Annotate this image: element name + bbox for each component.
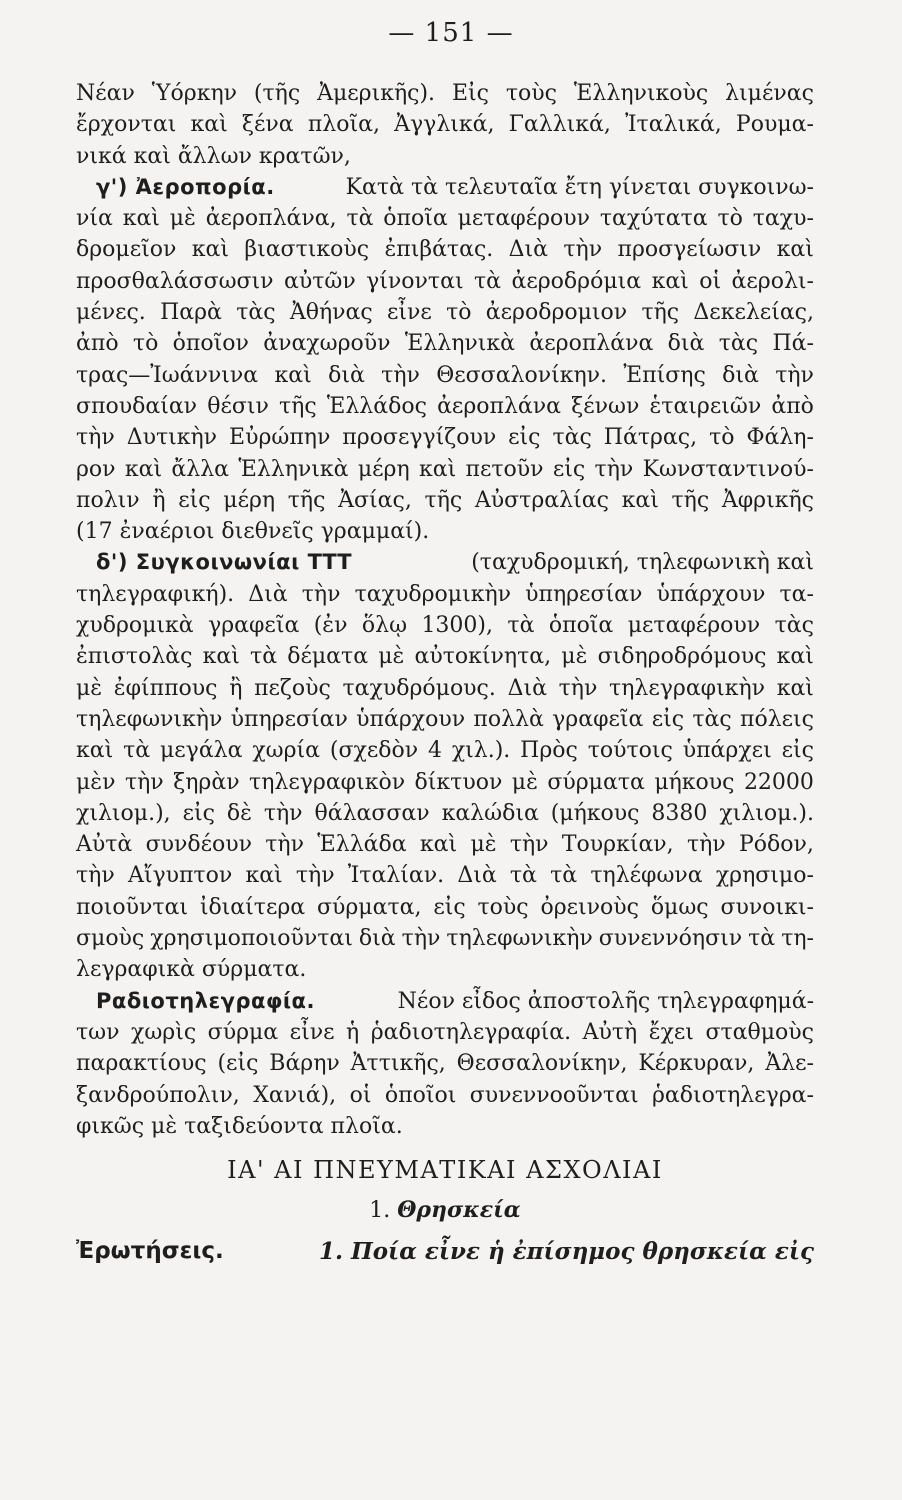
word: τὸ <box>717 206 743 232</box>
word: Θεσσαλονίκην, <box>456 1051 628 1077</box>
word: πλοῖα, <box>307 112 380 138</box>
word: καὶ <box>76 738 114 764</box>
word: τὰ <box>346 206 374 232</box>
word: καὶ <box>776 644 814 670</box>
questions-line <box>76 1236 814 1267</box>
word: (ἐν <box>313 613 348 639</box>
word: τὰς <box>236 300 276 326</box>
word: ἔχει <box>648 1019 694 1045</box>
section-heading-aeroporia: γ') Ἀεροπορία. <box>96 174 275 199</box>
word: Παρὰ <box>160 300 222 326</box>
word: καὶ <box>776 237 814 263</box>
text-line <box>76 610 814 641</box>
word: χιλ.). <box>451 738 511 764</box>
word: Διὰ <box>248 581 288 607</box>
word: Κωνσταντινού- <box>642 456 814 482</box>
word: διὰ <box>328 362 365 388</box>
word: (εἰς <box>217 1051 259 1077</box>
word: Ἀσίας, <box>338 487 412 513</box>
word: Ἑλληνικοὺς <box>573 81 709 106</box>
word: καὶ <box>122 206 160 232</box>
word: Βάρην <box>269 1051 340 1077</box>
word: Αὐτὰ <box>76 832 133 858</box>
word: ὑπάρχουν <box>356 706 466 732</box>
word: ὁποῖα <box>383 206 448 232</box>
text-span: Νέον εἶδος ἀποστολῆς τηλεγραφημά- <box>397 988 814 1014</box>
word: τὴν <box>401 926 441 952</box>
word: Ἑλληνικὰ <box>238 456 349 482</box>
word: Ὑόρκην <box>151 81 237 106</box>
word: Ἑλλάδος <box>326 393 427 419</box>
word: ρον <box>76 456 116 482</box>
word: μέρη <box>357 456 410 482</box>
word: ἀερολι- <box>731 268 814 294</box>
word: πολιν <box>76 487 140 513</box>
word: τα- <box>779 581 814 607</box>
word: σπουδαίαν <box>76 393 198 419</box>
word: Νέαν <box>76 81 135 106</box>
word: χρησιμοποιοῦνται <box>150 926 353 952</box>
question-text: 1. Ποία εἶνε ἡ ἐπίσημος θρησκεία εἰς <box>318 1238 814 1266</box>
word: δὲ <box>226 800 252 826</box>
word: ἀεροπλάνα, <box>205 206 337 232</box>
word: τὰ <box>123 738 151 764</box>
word: μένες. <box>76 300 146 326</box>
word: Κέρκυραν, <box>638 1051 755 1077</box>
word: χυδρομικὰ <box>76 613 194 639</box>
word: τῆς <box>641 300 680 326</box>
word: σύρμα <box>207 1019 279 1045</box>
text-span: Κατὰ τὰ τελευταῖα ἔτη γίνεται συγκοινω- <box>345 174 814 200</box>
word: ὁποῖον <box>172 331 249 357</box>
word: Πρὸς <box>520 738 578 764</box>
word: ἐπιβάτας. <box>384 237 494 263</box>
word: Πάτρας, <box>603 425 698 451</box>
word: τὰς <box>692 706 732 732</box>
word: χιλιομ.), <box>76 800 171 826</box>
word: εἶνε <box>386 300 432 326</box>
word: μὲν <box>76 769 116 795</box>
word: Διὰ <box>457 863 497 889</box>
word: αὐτῶν <box>284 268 356 294</box>
text-line <box>76 673 814 704</box>
word: ποιοῦνται <box>76 894 188 920</box>
word: ὀρεινοὺς <box>540 894 639 920</box>
word: τὰ <box>748 926 776 952</box>
word: Εἰς <box>451 81 489 106</box>
word: καὶ <box>191 237 229 263</box>
word: μὲ <box>378 644 405 670</box>
text-line: φικῶς μὲ ταξιδεύοντα πλοῖα. <box>76 1113 403 1139</box>
word: γραφεῖα <box>208 613 300 639</box>
word: συνεννοοῦνται <box>469 1082 639 1108</box>
word: τὰ <box>550 863 578 889</box>
word: ἢ <box>152 487 166 513</box>
word: ἀεροδρόμια <box>511 268 642 294</box>
word: τὰς <box>718 331 759 357</box>
word: εἰς <box>433 894 466 920</box>
chapter-title: ΙΑ' ΑΙ ΠΝΕΥΜΑΤΙΚΑΙ ΑΣΧΟΛΙΑΙ <box>227 1156 663 1185</box>
word: ξένα <box>241 112 294 138</box>
text-line <box>76 78 814 109</box>
word: συνοικι- <box>720 894 814 920</box>
word: χρησιμο- <box>715 863 814 889</box>
text-span: (ταχυδρομική, τηλεφωνικὴ καὶ <box>471 550 814 576</box>
word: Εὐρώπην <box>229 425 331 451</box>
word: Ἀλε- <box>765 1051 814 1077</box>
word: τὸ <box>132 331 159 357</box>
word: Ἀμερικῆς). <box>317 81 436 106</box>
text-line <box>76 422 814 453</box>
word: ἡ <box>345 1019 360 1045</box>
word: καὶ <box>651 268 689 294</box>
word: τούτοις <box>587 738 673 764</box>
word: τοὺς <box>477 894 529 920</box>
word: σμοὺς <box>76 926 145 952</box>
ttt-first-line <box>76 547 814 578</box>
radio-first-line <box>76 986 814 1017</box>
text-line <box>76 360 814 391</box>
word: καλώδια <box>441 800 539 826</box>
word: τὴν <box>301 581 341 607</box>
text-line <box>76 266 814 297</box>
word: καὶ <box>418 456 457 482</box>
word: τηλεγραφικὸν <box>249 769 406 795</box>
word: μὲ <box>470 832 497 858</box>
word: οἱ <box>349 1082 372 1108</box>
word: τηλεγραφικὴν <box>609 675 766 701</box>
word: (σχεδὸν <box>329 738 419 764</box>
word: Αἴγυπτον <box>127 863 233 889</box>
word: δέματα <box>287 644 369 670</box>
word: εἰς <box>508 425 541 451</box>
word: τῆς <box>424 487 463 513</box>
word: λιμένας <box>725 81 814 106</box>
word: μὲ <box>169 206 196 232</box>
word: ὑπάρχουν <box>656 581 766 607</box>
section-title <box>76 1190 814 1230</box>
word: χωρὶς <box>131 1019 197 1045</box>
word: πόλεις <box>740 706 814 732</box>
word: οἱ <box>699 268 722 294</box>
word: τῆς <box>287 487 326 513</box>
word: μεταφέρουν <box>457 206 591 232</box>
word: χωρία <box>252 738 321 764</box>
word: πολλὰ <box>473 706 544 732</box>
word: Ρόδον, <box>738 832 814 858</box>
word: Ρουμα- <box>735 112 814 138</box>
word: (τῆς <box>253 81 301 106</box>
word: διὰ <box>358 926 396 952</box>
word: ἐπιστολὰς <box>76 644 193 670</box>
word: τὸ <box>446 300 472 326</box>
word: ταχυ- <box>752 206 814 232</box>
word: μὲ <box>76 675 103 701</box>
word: Ἰταλίαν. <box>347 863 445 889</box>
word: εἶνε <box>289 1019 335 1045</box>
word: βιαστικοὺς <box>244 237 370 263</box>
word: γραφεῖα <box>552 706 644 732</box>
word: πεζοὺς <box>254 675 331 701</box>
word: Αὐστραλίας <box>474 487 609 513</box>
section-title-text: Θρησκεία <box>397 1197 521 1224</box>
word: συνδέουν <box>145 832 252 858</box>
word: τὴν <box>263 800 303 826</box>
word: Γαλλικά, <box>508 112 611 138</box>
word: Τουρκίαν, <box>561 832 674 858</box>
word: μήκους <box>654 769 735 795</box>
word: τηλεφωνικὴν <box>446 926 593 952</box>
word: τηλεγραφική). <box>76 581 235 607</box>
word: τὴν <box>265 832 304 858</box>
section-heading-radiotelegraphy: Ραδιοτηλεγραφία. <box>96 988 315 1013</box>
text-line <box>76 829 814 860</box>
word: Διὰ <box>507 675 547 701</box>
word: εἰς <box>651 706 685 732</box>
word: ὑπηρεσίαν <box>525 581 643 607</box>
word: εἰς <box>781 738 814 764</box>
word: Ἰταλικά, <box>625 112 722 138</box>
word: ἀεροπλάνα <box>529 331 654 357</box>
word: 8380 <box>651 800 708 826</box>
word: ὑπηρεσίαν <box>230 706 348 732</box>
word: προσεγγίζουν <box>342 425 497 451</box>
word: δρομεῖον <box>76 237 177 263</box>
word: ἀπὸ <box>771 393 814 419</box>
word: ἑταιρειῶν <box>649 393 762 419</box>
word: ὁποῖοι <box>384 1082 457 1108</box>
word: καὶ <box>419 832 458 858</box>
word: (μήκους <box>550 800 640 826</box>
word: δίκτυον <box>414 769 503 795</box>
word: τὸ <box>709 425 735 451</box>
page-number: — 151 — <box>388 18 514 48</box>
word: ὅλῳ <box>361 613 408 639</box>
word: καὶ <box>190 112 228 138</box>
word: μεγάλα <box>159 738 243 764</box>
word: ἰδιαίτερα <box>199 894 306 920</box>
word: θέσιν <box>207 393 269 419</box>
word: Δεκελείας, <box>693 300 814 326</box>
word: τὴν <box>594 456 634 482</box>
text-line: νικά καὶ ἄλλων κρατῶν, <box>76 143 351 169</box>
word: ἐφίππους <box>113 675 218 701</box>
word: ὁποῖα <box>548 613 614 639</box>
word: συνεννόησιν <box>598 926 743 952</box>
word: προσθαλάσσωσιν <box>76 268 274 294</box>
text-line <box>76 798 814 829</box>
text-line <box>76 641 814 672</box>
word: μὲ <box>561 644 588 670</box>
word: θάλασσαν <box>314 800 430 826</box>
text-line <box>76 328 814 359</box>
word: τὴν <box>686 832 726 858</box>
word: Ἐπίσης <box>623 362 706 388</box>
text-line <box>76 860 814 891</box>
word: σιδηροδρόμους <box>597 644 767 670</box>
word: ἄλλα <box>171 456 230 482</box>
word: σύρματα <box>547 769 645 795</box>
word: τὴν <box>124 769 164 795</box>
word: ἀεροπλάνα <box>437 393 561 419</box>
text-line <box>76 203 814 234</box>
word: των <box>76 1019 120 1045</box>
text-line <box>76 892 814 923</box>
text-line: λεγραφικὰ σύρματα. <box>76 957 307 983</box>
word: εἰς <box>178 487 211 513</box>
word: τὴν <box>775 362 814 388</box>
word: μεταφέρουν <box>627 613 761 639</box>
word: τὰ <box>509 863 537 889</box>
word: παρακτίους <box>76 1051 207 1077</box>
word: μὲ <box>511 769 538 795</box>
text-line <box>76 1080 814 1111</box>
word: ἢ <box>229 675 243 701</box>
text-line <box>76 1017 814 1048</box>
text-line <box>76 109 814 140</box>
word: ξένων <box>571 393 640 419</box>
questions-label: Ἐρωτήσεις. <box>76 1238 224 1265</box>
word: τὰς <box>774 613 814 639</box>
word: γίνονται <box>366 268 464 294</box>
word: ῥαδιοτηλεγρα- <box>652 1082 814 1108</box>
word: τὴν <box>76 425 115 451</box>
word: ὑπάρχει <box>682 738 772 764</box>
word: αὐτοκίνητα, <box>414 644 552 670</box>
word: Αὐτὴ <box>582 1019 638 1045</box>
word: τὰ <box>507 613 535 639</box>
word: νία <box>76 206 113 232</box>
body-text <box>76 78 814 1267</box>
section-heading-ttt: δ') Συγκοινωνίαι ΤΤΤ <box>96 550 353 575</box>
text-line <box>76 454 814 485</box>
word: τῆς <box>671 487 710 513</box>
word: καὶ <box>776 675 814 701</box>
word: μέρη <box>223 487 276 513</box>
word: τηλέφωνα <box>590 863 703 889</box>
word: Ἀφρικῆς <box>721 487 814 513</box>
text-line <box>76 767 814 798</box>
word: ὅμως <box>650 894 709 920</box>
word: Ἀττικῆς, <box>350 1051 446 1077</box>
word: διὰ <box>667 331 705 357</box>
word: ἀεροδρομιον <box>485 300 628 326</box>
word: Ἑλλάδα <box>317 832 407 858</box>
text-line: (17 ἐναέριοι διεθνεῖς γραμμαί). <box>76 519 430 545</box>
text-line <box>76 579 814 610</box>
text-line <box>76 923 814 954</box>
text-line <box>76 1048 814 1079</box>
word: Ἀγγλικά, <box>394 112 495 138</box>
word: καὶ <box>621 487 659 513</box>
word: 4 <box>427 738 442 764</box>
word: ταχυδρομικὴν <box>354 581 511 607</box>
word: τηλεφωνικὴν <box>76 706 223 732</box>
word: τρας—Ἰωάννινα <box>76 362 259 388</box>
text-line <box>76 704 814 735</box>
word: Χανιά), <box>253 1082 337 1108</box>
word: Δυτικὴν <box>126 425 218 451</box>
word: σταθμοὺς <box>705 1019 814 1045</box>
word: Φάλη- <box>746 425 814 451</box>
word: ἀπὸ <box>76 331 119 357</box>
word: τὴν <box>558 675 598 701</box>
word: τῆς <box>279 393 317 419</box>
word: τὴν <box>563 237 603 263</box>
word: χιλιομ.). <box>719 800 814 826</box>
word: Θεσσαλονίκην. <box>436 362 608 388</box>
word: Πά- <box>772 331 814 357</box>
word: τὴν <box>381 362 420 388</box>
word: ταχύτατα <box>599 206 708 232</box>
word: προσγείωσιν <box>617 237 762 263</box>
word: τὰς <box>552 425 592 451</box>
text-line <box>76 485 814 516</box>
word: τὴν <box>76 863 115 889</box>
word: τὰ <box>474 268 502 294</box>
word: τὴν <box>509 832 549 858</box>
section-number: 1. <box>369 1198 391 1224</box>
text-line <box>76 735 814 766</box>
word: καὶ <box>124 456 163 482</box>
word: Ἀθήνας <box>289 300 373 326</box>
word: καὶ <box>202 644 240 670</box>
word: καὶ <box>245 863 283 889</box>
word: τοὺς <box>505 81 558 106</box>
word: ἀναχωροῦν <box>263 331 391 357</box>
word: ῥαδιοτηλεγραφία. <box>370 1019 572 1045</box>
word: ἔρχονται <box>76 112 177 138</box>
word: καὶ <box>274 362 312 388</box>
word: σύρματα, <box>316 894 422 920</box>
word: Ἑλληνικὰ <box>404 331 516 357</box>
word: εἰς <box>182 800 215 826</box>
word: Διὰ <box>508 237 549 263</box>
word: εἰς <box>552 456 586 482</box>
word: τη- <box>781 926 814 952</box>
word: ξηρὰν <box>173 769 240 795</box>
word: πετοῦν <box>465 456 544 482</box>
text-line <box>76 297 814 328</box>
word: τὰ <box>250 644 278 670</box>
text-line <box>76 234 814 265</box>
word: 1300), <box>421 613 494 639</box>
word: ταχυδρόμους. <box>342 675 496 701</box>
word: ξανδρούπολιν, <box>76 1082 240 1108</box>
text-line <box>76 391 814 422</box>
word: 22000 <box>743 769 814 795</box>
word: διὰ <box>722 362 759 388</box>
aero-first-line <box>76 172 814 203</box>
word: τὴν <box>295 863 335 889</box>
